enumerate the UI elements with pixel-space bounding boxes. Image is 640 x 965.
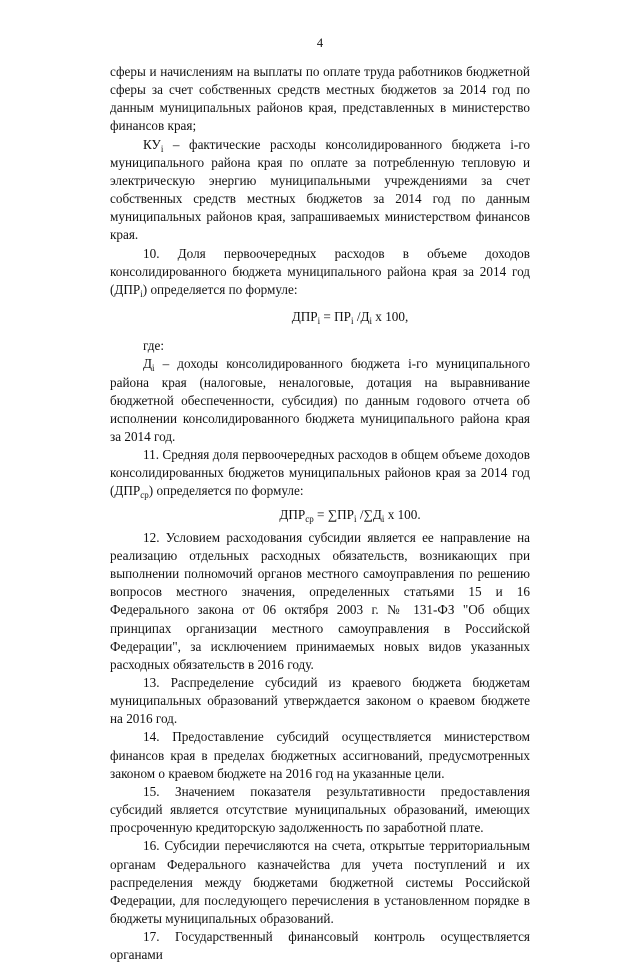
paragraph-continuation: сферы и начислениям на выплаты по оплате труда работников бюджетной сферы за счет собственных средств местных бюджетов за 2014 год по данным муниципальных районов края, представленных в министерство финансов края;	[110, 64, 530, 134]
paragraph-14: 14. Предоставление субсидий осуществляется министерством финансов края в пределах бюджетных ассигнований, предусмотренных законом о краевом бюджете на 2016 год на указанные цели.	[110, 729, 530, 781]
term-ku-subscript: i	[160, 143, 164, 154]
paragraph-17: 17. Государственный финансовый контроль осуществляется органами	[110, 929, 530, 963]
formula-1-div: /Д	[353, 309, 370, 325]
formula-2-pr-sub: i	[354, 513, 357, 524]
term-ku: КУ	[143, 136, 161, 152]
paragraph-11	[110, 446, 530, 500]
page-number: 4	[316, 36, 324, 50]
paragraph-d-definition	[110, 355, 530, 446]
paragraph-11-text: 11. Средняя доля первоочередных расходов в общем объеме доходов консолидированных бюджетов муниципальных районов края за 2014 год (ДПР	[110, 447, 530, 499]
formula-1-lhs-sub: i	[317, 316, 321, 327]
formula-2-tail: х 100.	[384, 506, 421, 522]
paragraph-11-tail: ) определяется по формуле:	[148, 483, 304, 499]
formula-2-eq: = ∑ПР	[313, 506, 354, 522]
formula-1-eq: = ПР	[320, 309, 351, 325]
formula-1-d-sub: i	[369, 316, 372, 327]
document-body	[110, 63, 530, 965]
paragraph-10-subscript: i	[140, 288, 143, 299]
formula-2-div: /∑Д	[356, 506, 382, 522]
formula-dpr-avg	[110, 506, 530, 524]
formula-dpr-i	[110, 308, 530, 326]
paragraph-13: 13. Распределение субсидий из краевого бюджета бюджетам муниципальных образований утверждается законом о краевом бюджете на 2016 год.	[110, 675, 530, 727]
paragraph-15: 15. Значением показателя результативности предоставления субсидий является отсутствие муниципальных образований, имеющих просроченную кредиторскую задолженность по заработной плате.	[110, 783, 530, 836]
paragraph-ku-definition	[110, 136, 530, 245]
formula-1-lhs: ДПР	[291, 309, 318, 325]
where-label: где:	[143, 338, 164, 354]
term-d: Д	[143, 356, 152, 372]
d-definition-text: – доходы консолидированного бюджета i-го муниципального района края (налоговые, неналоговые, дотация на выравнивание бюджетной обеспеченности, субсидия) по данным годового отчета об исполнении консолидированного бюджета муниципального района края за 2014 год.	[110, 356, 530, 444]
term-d-subscript: i	[152, 363, 155, 374]
paragraph-10-tail: ) определяется по формуле:	[142, 281, 298, 297]
paragraph-16: 16. Субсидии перечисляются на счета, открытые территориальным органам Федерального казначейства для учета поступлений и их распределения между бюджетами бюджетной системы Российской Федерации, для последующего перечисления в установленном порядке в бюджеты муниципальных образований.	[110, 838, 530, 927]
formula-1-pr-sub: i	[351, 316, 354, 327]
formula-2-lhs: ДПР	[279, 506, 306, 522]
formula-2-lhs-sub: ср	[305, 513, 314, 524]
paragraph-12: 12. Условием расходования субсидии является ее направление на реализацию отдельных расходных обязательств, возникающих при выполнении полномочий органов местного самоуправления по решению вопросов местного значения, определенных статьями 15 и 16 Федерального закона от 06 октября 2003 г. № 131-ФЗ "Об общих принципах организации местного самоуправления в Российской Федерации", за исключением принимаемых новых видов указанных расходных обязательств в 2016 году.	[110, 529, 530, 672]
paragraph-11-subscript: ср	[140, 490, 149, 501]
paragraph-10-text: 10. Доля первоочередных расходов в объеме доходов консолидированного бюджета муниципального района края за 2014 год (ДПР	[110, 245, 530, 297]
formula-2-d-sub: i	[381, 513, 385, 524]
paragraph-10	[110, 245, 530, 299]
formula-1-tail: х 100,	[372, 309, 409, 325]
ku-definition-text: – фактические расходы консолидированного бюджета i-го муниципального района края по оплате за потребленную тепловую и электрическую энергию муниципальными учреждениями за счет собственных средств местных бюджетов за 2014 год по данным муниципальных районов края, запрашиваемых министерством финансов края.	[110, 136, 530, 243]
